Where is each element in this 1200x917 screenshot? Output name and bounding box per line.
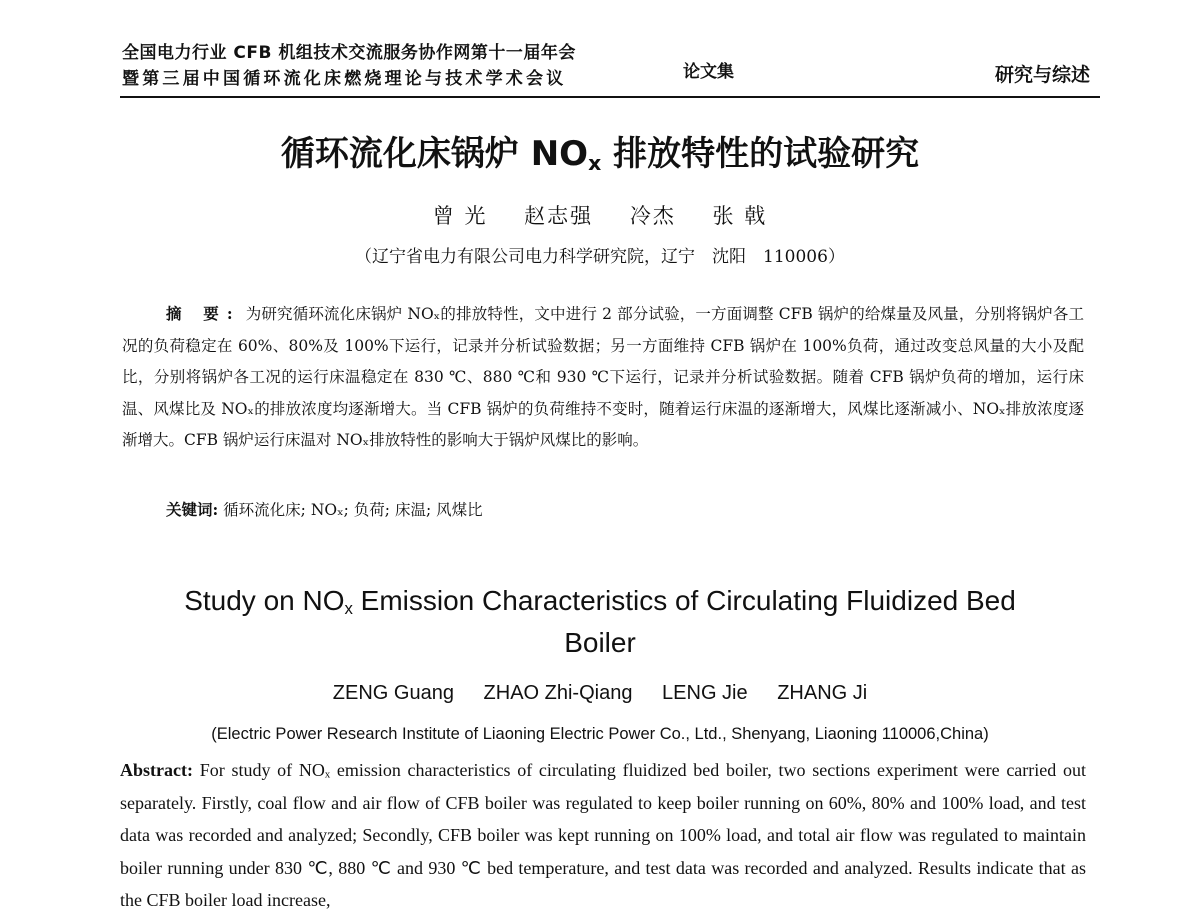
english-title — [0, 584, 1200, 660]
english-affiliation: (Electric Power Research Institute of Liaoning Electric Power Co., Ltd., Shenyang, Liaoning 110006,China) — [211, 725, 989, 743]
conference-line-2: 暨第三届中国循环流化床燃烧理论与技术学术会议 — [122, 69, 567, 89]
chinese-abstract — [122, 298, 1084, 457]
english-title-pre: Study on NO — [184, 585, 345, 616]
chinese-abstract-label: 摘 要: — [166, 304, 241, 323]
english-title-post: Emission Characteristics of Circulating Fluidized Bed — [352, 585, 1016, 616]
chinese-title — [0, 126, 1200, 175]
english-abstract — [120, 754, 1086, 917]
chinese-author: 冷杰 — [629, 204, 676, 228]
english-title-line-2: Boiler — [564, 627, 636, 659]
chinese-title-post: 排放特性的试验研究 — [601, 134, 920, 174]
english-author: ZHAO Zhi-Qiang — [483, 682, 633, 704]
chinese-keywords — [166, 498, 483, 520]
english-title-subscript: x — [344, 599, 353, 619]
english-abstract-label: Abstract: — [120, 760, 193, 780]
conference-line-1: 全国电力行业 CFB 机组技术交流服务协作网第十一届年会 — [122, 43, 576, 63]
chinese-title-subscript: x — [588, 151, 602, 176]
chinese-abstract-text: 为研究循环流化床锅炉 NOₓ的排放特性，文中进行 2 部分试验，一方面调整 CFB 锅炉的给煤量及风量，分别将锅炉各工况的负荷稳定在 60%、80%及 100%下运行，记录并分析试验数据；另一方面维持 CFB 锅炉在 100%负荷，通过改变总风量的大小及配比，分别将锅炉各工况的运行床温稳定在 830 ℃、880 ℃和 930 ℃下运行，记录并分析试验数据。随着 CFB 锅炉负荷的增加，运行床温、风煤比及 NOₓ的排放浓度均逐渐增大。当 CFB 锅炉的负荷维持不变时，随着运行床温的逐渐增大，风煤比逐渐减小、NOₓ排放浓度逐渐增大。CFB 锅炉运行床温对 NOₓ排放特性的影响大于锅炉风煤比的影响。 — [122, 305, 1084, 449]
section-label: 研究与综述 — [994, 64, 1090, 86]
collection-label: 论文集 — [683, 62, 734, 82]
chinese-keywords-label: 关键词: — [166, 500, 219, 519]
header-rule — [120, 96, 1100, 98]
chinese-author: 张 戟 — [712, 204, 768, 228]
english-author: LENG Jie — [662, 682, 748, 704]
english-author: ZENG Guang — [332, 682, 454, 704]
english-abstract-text: For study of NOₓ emission characteristics of circulating fluidized bed boiler, two sections experiment were carried out separately. Firstly, coal flow and air flow of CFB boiler was regulated to keep boiler running on 60%, 80% and 100% load, and test data was recorded and analyzed; Secondly, CFB boiler was kept running on 100% load, and total air flow was regulated to maintain boiler running under 830 ℃, 880 ℃ and 930 ℃ bed temperature, and test data was recorded and analyzed. Results indicate that as the CFB boiler load increase, — [120, 760, 1087, 910]
chinese-author: 赵志强 — [524, 204, 594, 228]
chinese-author: 曾 光 — [432, 204, 488, 228]
chinese-title-pre: 循环流化床锅炉 NO — [280, 134, 589, 174]
english-authors — [0, 682, 1200, 705]
conference-name — [122, 40, 576, 92]
chinese-keywords-text: 循环流化床; NOₓ; 负荷; 床温; 风煤比 — [223, 501, 483, 519]
english-author: ZHANG Ji — [777, 682, 868, 704]
chinese-affiliation: （辽宁省电力有限公司电力科学研究院，辽宁 沈阳 110006） — [355, 247, 845, 267]
chinese-authors — [0, 200, 1200, 230]
